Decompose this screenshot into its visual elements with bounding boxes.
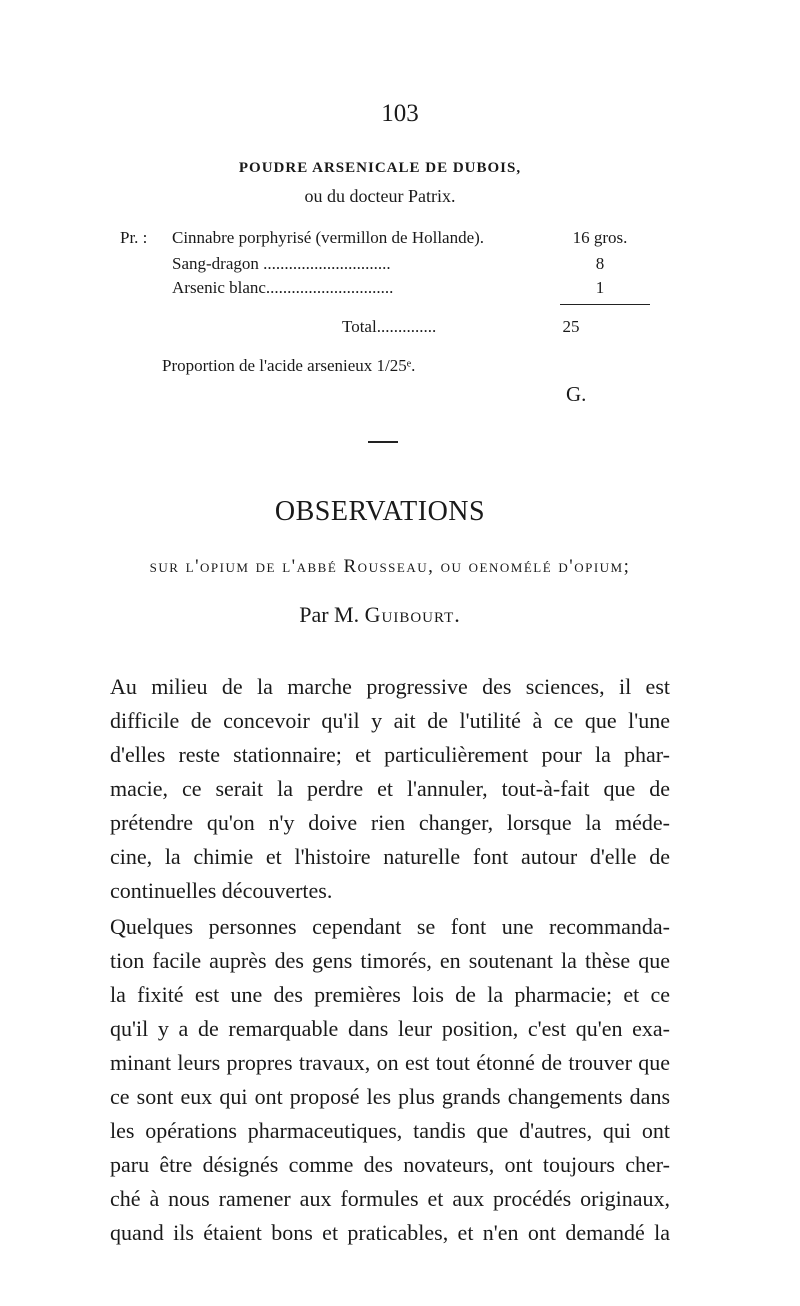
section-title: OBSERVATIONS [274, 496, 486, 527]
ingredient-name: Sang-dragon .............................. [172, 254, 391, 273]
recipe-title: POUDRE ARSENICALE DE DUBOIS, [238, 160, 522, 176]
recipe-subtitle: ou du docteur Patrix. [304, 186, 456, 206]
body-text-line: paru être désignés comme des novateurs, ont toujours cher- [110, 1152, 670, 1177]
body-text-line: cine, la chimie et l'histoire naturelle font autour d'elle de [110, 844, 670, 869]
body-text-line: prétendre qu'on n'y doive rien changer, lorsque la méde- [110, 810, 670, 835]
ingredient-name: Cinnabre porphyrisé (vermillon de Hollande). [172, 228, 485, 247]
body-text-line: macie, ce serait la perdre et l'annuler, tout-à-fait que de [110, 776, 670, 801]
body-text-line: la fixité est une des premières lois de la pharmacie; et ce [110, 982, 670, 1007]
ingredient-row [120, 254, 660, 276]
body-text-line: difficile de concevoir qu'il y ait de l'utilité à ce que l'une [110, 708, 670, 733]
body-text-line: Au milieu de la marche progressive des sciences, il est [110, 674, 670, 699]
section-separator [368, 441, 398, 443]
ingredient-quantity: 1 [595, 278, 605, 297]
total-label: Total.............. [342, 317, 437, 336]
recipe-prefix: Pr. : [120, 228, 148, 247]
body-text-line: ché à nous ramener aux formules et aux procédés originaux, [110, 1186, 670, 1211]
ingredient-row [120, 228, 660, 250]
total-value: 25 [562, 317, 580, 336]
body-text-line: ce sont eux qui ont proposé les plus grands changements dans [110, 1084, 670, 1109]
total-rule [560, 304, 650, 305]
body-text-line: tion facile auprès des gens timorés, en soutenant la thèse que [110, 948, 670, 973]
ingredient-name: Arsenic blanc.............................. [172, 278, 394, 297]
author-prefix: Par M. [299, 602, 360, 627]
ingredient-quantity: 16 gros. [572, 228, 628, 247]
body-text-line: continuelles découvertes. [110, 878, 333, 903]
page-number: 103 [381, 100, 419, 127]
body-text-line: Quelques personnes cependant se font une recommanda- [110, 914, 670, 939]
author-name: Guibourt. [364, 602, 461, 627]
body-text-line: qu'il y a de remarquable dans leur position, c'est qu'en exa- [110, 1016, 670, 1041]
signature: G. [566, 382, 587, 406]
ingredient-row [120, 278, 660, 300]
body-text-line: les opérations pharmaceutiques, tandis que d'autres, qui ont [110, 1118, 670, 1143]
author-line [0, 602, 760, 628]
ingredient-quantity: 8 [595, 254, 605, 273]
body-text-line: d'elles reste stationnaire; et particulièrement pour la phar- [110, 742, 670, 767]
body-text-line: minant leurs propres travaux, on est tout étonné de trouver que [110, 1050, 670, 1075]
proportion-note: Proportion de l'acide arsenieux 1/25ᵉ. [162, 356, 416, 375]
body-text-line: quand ils étaient bons et praticables, et n'en ont demandé la [110, 1220, 670, 1245]
section-subtitle: sur l'opium de l'abbé Rousseau, ou oenomélé d'opium; [149, 556, 631, 577]
